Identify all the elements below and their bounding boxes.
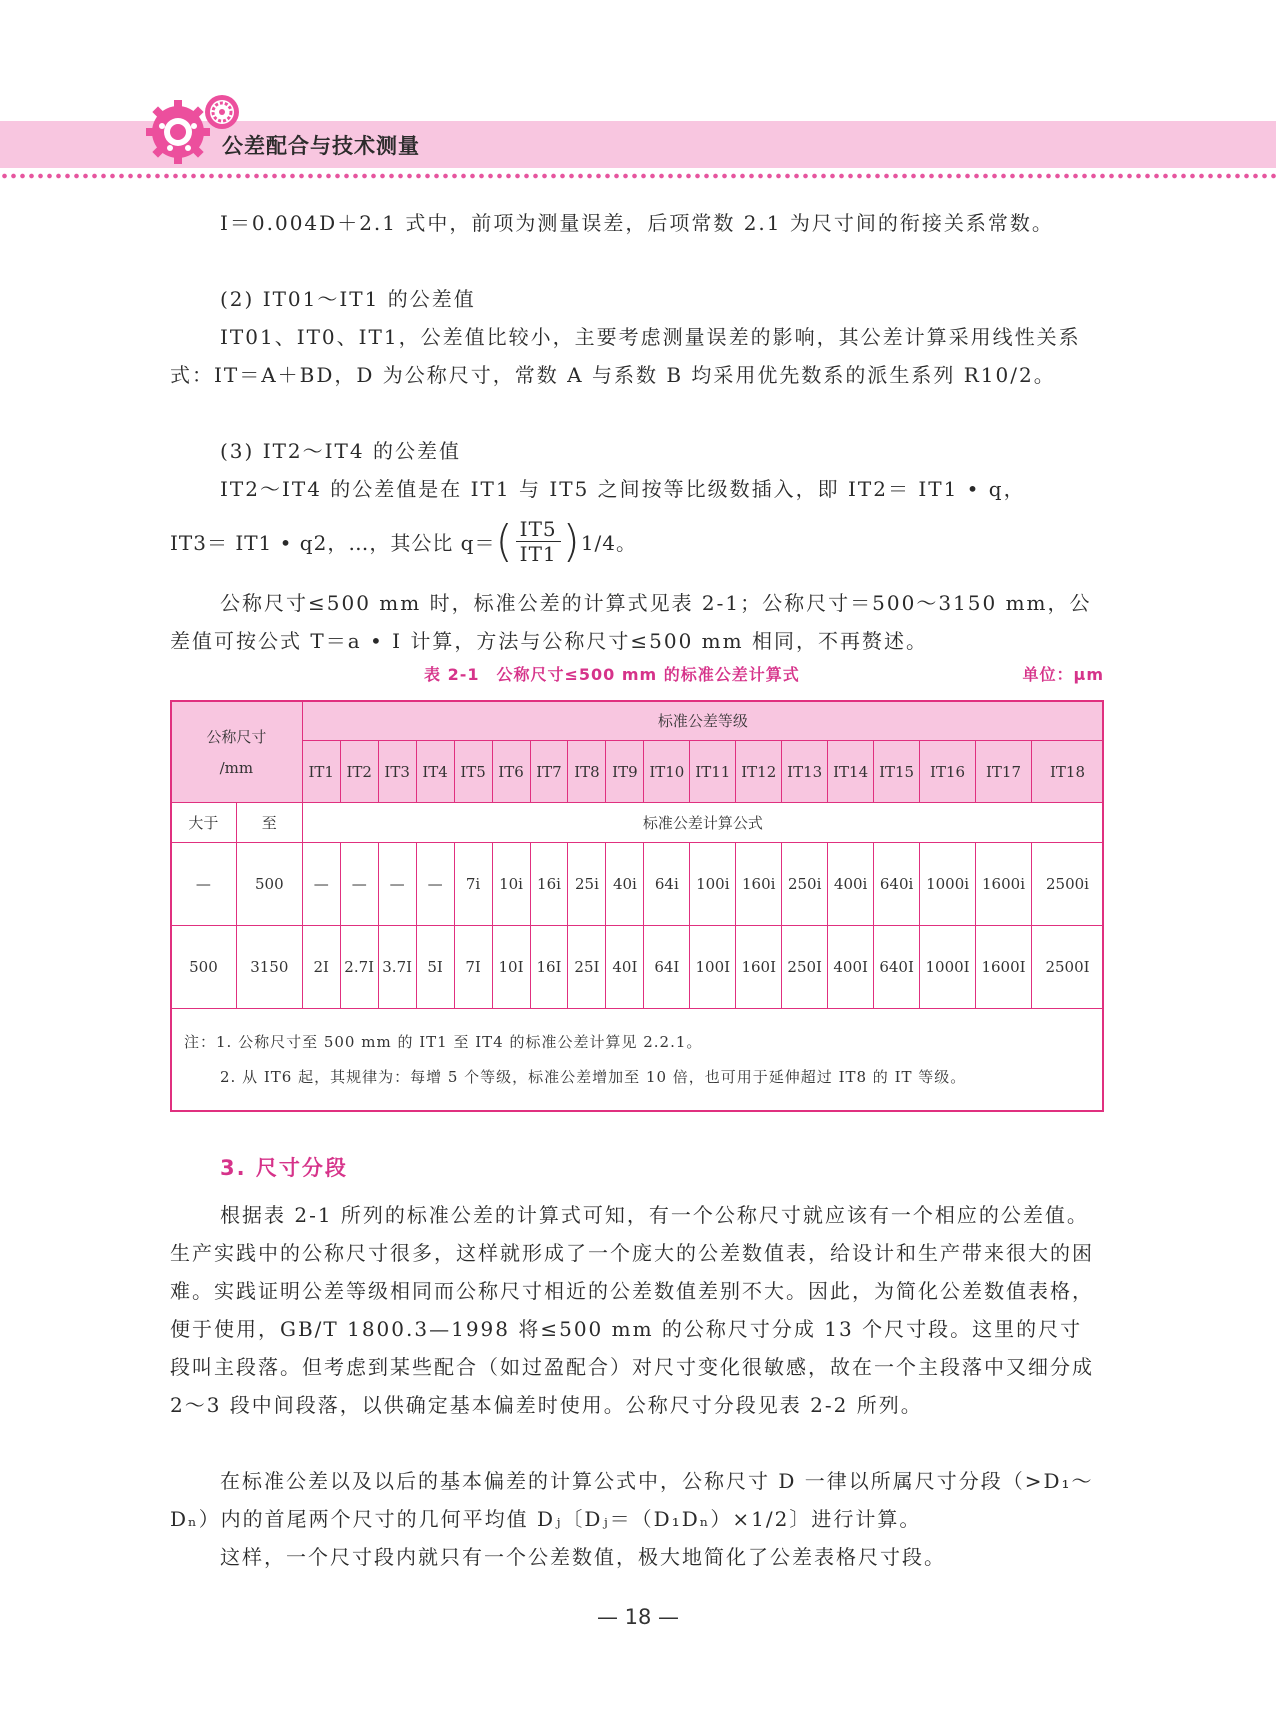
formula-cell: 16I bbox=[530, 926, 568, 1009]
formula-cell: 250I bbox=[782, 926, 828, 1009]
grade-cell: IT15 bbox=[874, 741, 920, 803]
formula-cell: 160i bbox=[736, 843, 782, 926]
table-unit: 单位：μm bbox=[1022, 665, 1104, 684]
formula-cell: 10i bbox=[492, 843, 530, 926]
grade-cell: IT18 bbox=[1031, 741, 1103, 803]
formula-cell: 64i bbox=[644, 843, 690, 926]
left-paren: ( bbox=[495, 515, 514, 567]
section-title: 3. 尺寸分段 bbox=[220, 1156, 348, 1180]
paragraph-3: IT2～IT4 的公差值是在 IT1 与 IT5 之间按等比级数插入，即 IT2＝ IT1 • q， bbox=[220, 477, 1026, 501]
formula-cell: 25I bbox=[568, 926, 606, 1009]
grade-cell: IT9 bbox=[606, 741, 644, 803]
grade-cell: IT7 bbox=[530, 741, 568, 803]
grade-header: 标准公差等级 bbox=[302, 701, 1103, 741]
grade-cell: IT11 bbox=[690, 741, 736, 803]
paragraph-4: 公称尺寸≤500 mm 时，标准公差的计算式见表 2-1；公称尺寸＝500～3150 mm，公差值可按公式 T＝a • I 计算，方法与公称尺寸≤500 mm 相同，不再赘述。 bbox=[170, 591, 1092, 653]
grade-cell: IT8 bbox=[568, 741, 606, 803]
formula-cell: 250i bbox=[782, 843, 828, 926]
ratio-formula bbox=[170, 517, 637, 566]
table-note-2: 2. 从 IT6 起，其规律为：每增 5 个等级，标准公差增加至 10 倍，也可用于延伸超过 IT8 的 IT 等级。 bbox=[220, 1068, 967, 1086]
size-label: 公称尺寸 bbox=[206, 728, 267, 746]
size-to-cell: 500 bbox=[236, 843, 302, 926]
section-paragraph-3: 这样，一个尺寸段内就只有一个公差数值，极大地简化了公差表格尺寸段。 bbox=[220, 1545, 946, 1569]
formula-cell: — bbox=[340, 843, 378, 926]
formula-cell: 2500i bbox=[1031, 843, 1103, 926]
size-from-cell: 500 bbox=[171, 926, 237, 1009]
table-notes bbox=[184, 1025, 966, 1095]
formula-cell: 40I bbox=[606, 926, 644, 1009]
fraction-denominator: IT1 bbox=[519, 542, 557, 566]
formula-cell: 100i bbox=[690, 843, 736, 926]
formula-cell: 3.7I bbox=[378, 926, 416, 1009]
formula-cell: 1600i bbox=[976, 843, 1032, 926]
formula-cell: 16i bbox=[530, 843, 568, 926]
size-to-cell: 3150 bbox=[236, 926, 302, 1009]
grade-cell: IT2 bbox=[340, 741, 378, 803]
table-caption: 表 2-1 公称尺寸≤500 mm 的标准公差计算式 bbox=[424, 665, 800, 684]
formula-cell: 64I bbox=[644, 926, 690, 1009]
formula-prefix: IT3＝ IT1 • q2，…，其公比 q＝ bbox=[170, 531, 496, 555]
formula-cell: 7I bbox=[454, 926, 492, 1009]
grade-cell: IT17 bbox=[976, 741, 1032, 803]
formula-header: 标准公差计算公式 bbox=[302, 803, 1103, 843]
formula-cell: 400I bbox=[828, 926, 874, 1009]
from-header: 大于 bbox=[171, 803, 237, 843]
grade-cell: IT6 bbox=[492, 741, 530, 803]
grade-cell: IT16 bbox=[920, 741, 976, 803]
right-paren: ) bbox=[562, 515, 581, 567]
grade-cell: IT3 bbox=[378, 741, 416, 803]
formula-cell: 2I bbox=[302, 926, 340, 1009]
header-title: 公差配合与技术测量 bbox=[222, 134, 420, 158]
fraction-numerator: IT5 bbox=[516, 517, 561, 542]
grade-cell: IT4 bbox=[416, 741, 454, 803]
formula-cell: 10I bbox=[492, 926, 530, 1009]
formula-suffix: 1/4。 bbox=[580, 531, 637, 555]
grade-cell: IT1 bbox=[302, 741, 340, 803]
formula-fraction bbox=[516, 517, 561, 566]
page-number: — 18 — bbox=[596, 1605, 680, 1629]
formula-cell: 7i bbox=[454, 843, 492, 926]
formula-cell: 640I bbox=[874, 926, 920, 1009]
formula-cell: 400i bbox=[828, 843, 874, 926]
size-from-cell: — bbox=[171, 843, 237, 926]
grade-cell: IT13 bbox=[782, 741, 828, 803]
table-note-1: 注：1. 公称尺寸至 500 mm 的 IT1 至 IT4 的标准公差计算见 2.2.1。 bbox=[184, 1033, 703, 1051]
formula-cell: 25i bbox=[568, 843, 606, 926]
dotted-divider bbox=[0, 173, 1276, 179]
formula-cell: 160I bbox=[736, 926, 782, 1009]
formula-cell: 2.7I bbox=[340, 926, 378, 1009]
formula-cell: 1000I bbox=[920, 926, 976, 1009]
formula-cell: — bbox=[302, 843, 340, 926]
section-paragraph-1: 根据表 2-1 所列的标准公差的计算式可知，有一个公称尺寸就应该有一个相应的公差值。生产实践中的公称尺寸很多，这样就形成了一个庞大的公差数值表，给设计和生产带来很大的困难。实践证明公差等级相同而公称尺寸相近的公差数值差别不大。因此，为简化公差数值表格，便于使用，GB/T 1800.3—1998 将≤500 mm 的公称尺寸分成 13 个尺寸段。这里的尺寸段叫主段落。但考虑到某些配合（如过盈配合）对尺寸变化很敏感，故在一个主段落中又细分成 2～3 段中间段落，以供确定基本偏差时使用。公称尺寸分段见表 2-2 所列。 bbox=[170, 1203, 1094, 1417]
formula-cell: — bbox=[416, 843, 454, 926]
heading-it01-it1: (2) IT01～IT1 的公差值 bbox=[220, 287, 476, 311]
size-unit-label: /mm bbox=[219, 759, 254, 777]
heading-it2-it4: (3) IT2～IT4 的公差值 bbox=[220, 439, 461, 463]
formula-cell: 1600I bbox=[976, 926, 1032, 1009]
formula-cell: 5I bbox=[416, 926, 454, 1009]
formula-cell: 100I bbox=[690, 926, 736, 1009]
formula-cell: 2500I bbox=[1031, 926, 1103, 1009]
paragraph-2: IT01、IT0、IT1，公差值比较小，主要考虑测量误差的影响，其公差计算采用线性关系式：IT＝A＋BD，D 为公称尺寸，常数 A 与系数 B 均采用优先数系的派生系列 R10/2。 bbox=[170, 325, 1081, 387]
paragraph-1: I＝0.004D＋2.1 式中，前项为测量误差，后项常数 2.1 为尺寸间的衔接关系常数。 bbox=[220, 211, 1054, 235]
formula-cell: 40i bbox=[606, 843, 644, 926]
to-header: 至 bbox=[236, 803, 302, 843]
grade-cell: IT12 bbox=[736, 741, 782, 803]
formula-cell: 1000i bbox=[920, 843, 976, 926]
formula-cell: 640i bbox=[874, 843, 920, 926]
grade-cell: IT5 bbox=[454, 741, 492, 803]
grade-cell: IT14 bbox=[828, 741, 874, 803]
formula-cell: — bbox=[378, 843, 416, 926]
section-paragraph-2: 在标准公差以及以后的基本偏差的计算公式中，公称尺寸 D 一律以所属尺寸分段（>D₁～Dₙ）内的首尾两个尺寸的几何平均值 Dⱼ〔Dⱼ＝（D₁Dₙ）×1/2〕进行计算。 bbox=[170, 1469, 1094, 1531]
grade-cell: IT10 bbox=[644, 741, 690, 803]
